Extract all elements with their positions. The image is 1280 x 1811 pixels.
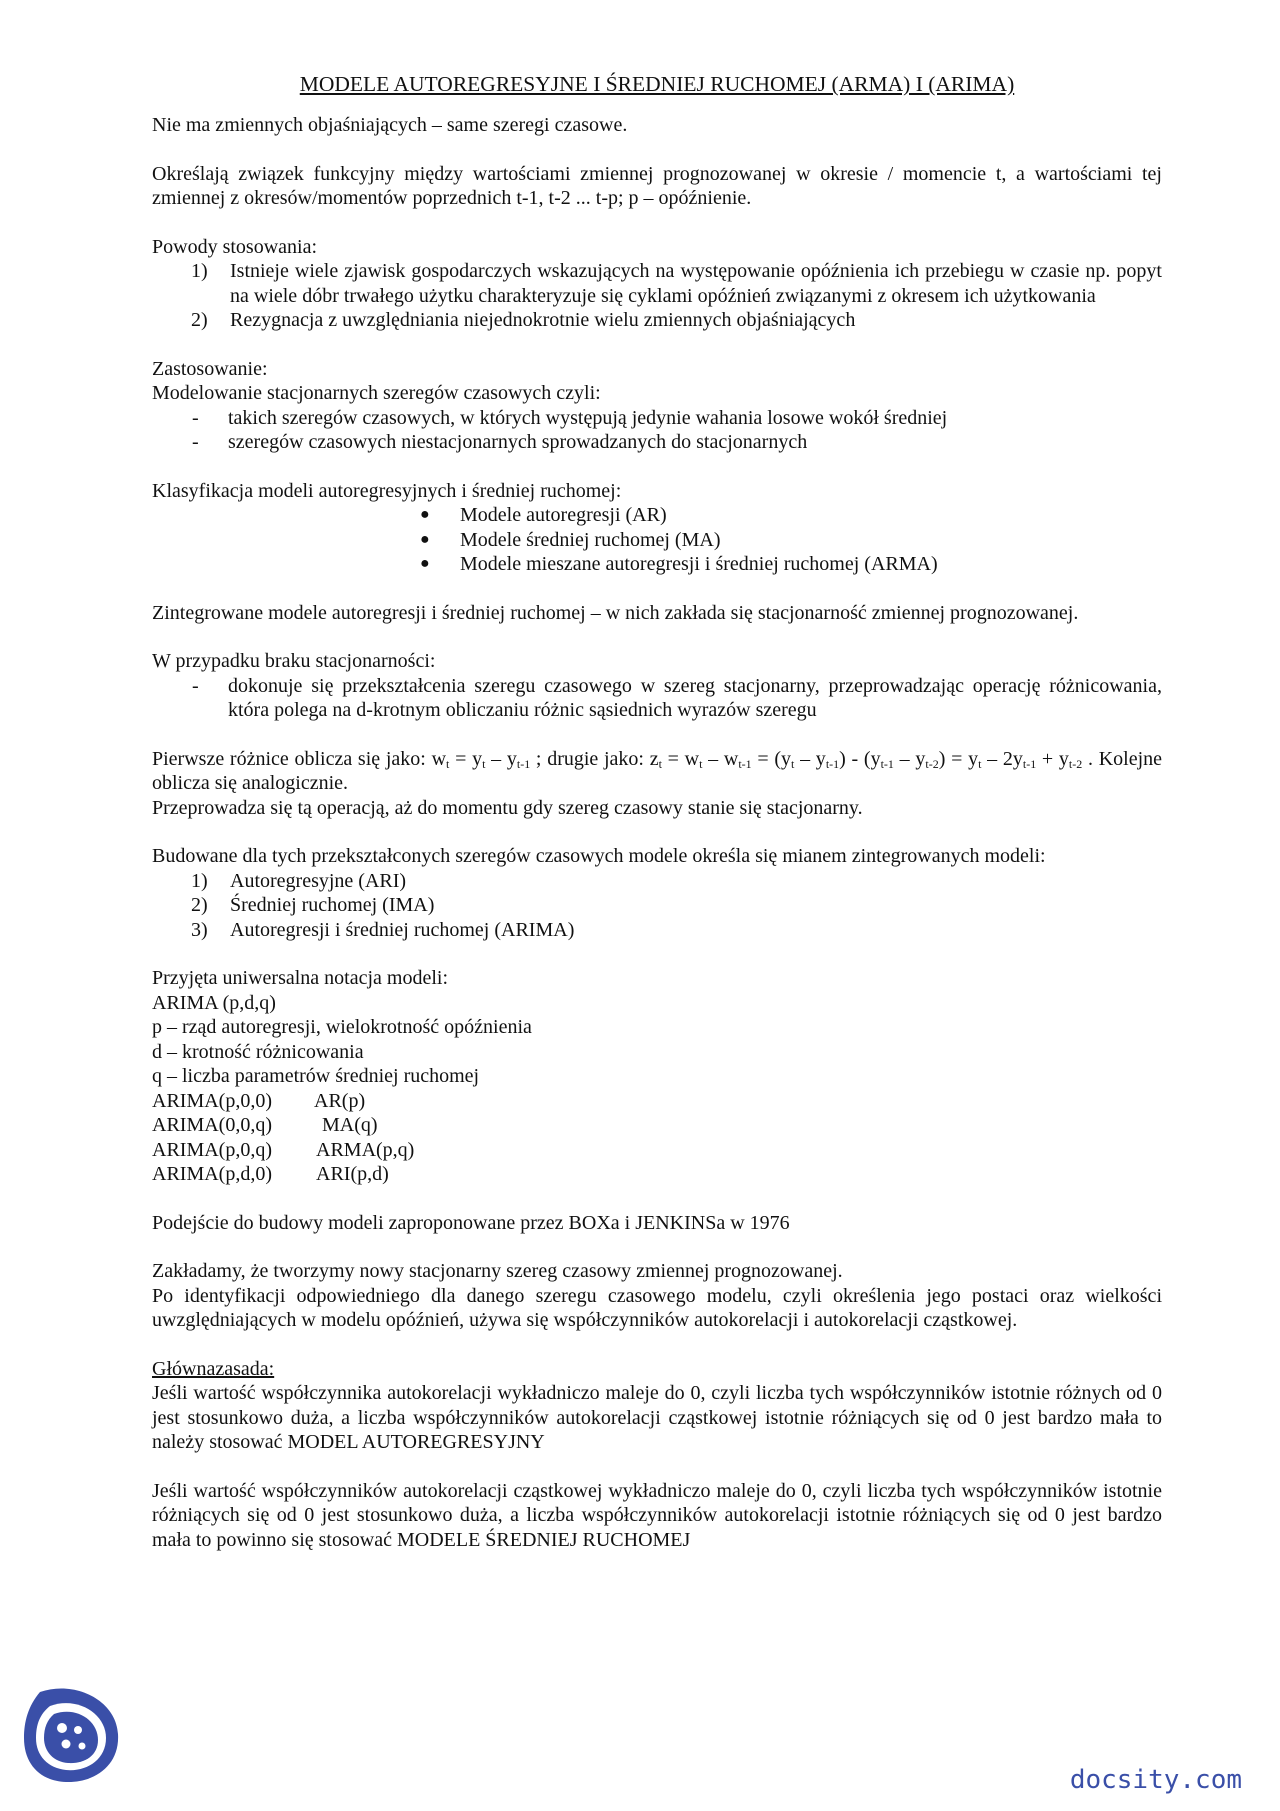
- rule-heading: Głównazasada:: [152, 1357, 275, 1380]
- reasons-section: [152, 235, 1162, 333]
- docsity-logo-icon[interactable]: [20, 1684, 120, 1784]
- definition-text: Określają związek funkcyjny między wartościami zmiennej prognozowanej w okresie / momencie t, a wartościami tej zmiennej z okresów/momentów poprzednich t-1, t-2 ... t-p; p – opóźnienie.: [152, 162, 1162, 209]
- table-row: ARIMA(p,0,0) AR(p): [152, 1089, 366, 1112]
- list-item: ● Modele mieszane autoregresji i średniej ruchomej (ARMA): [420, 553, 938, 575]
- notation-formula: ARIMA (p,d,q): [152, 991, 276, 1014]
- page-title: MODELE AUTOREGRESYJNE I ŚREDNIEJ RUCHOMEJ (ARMA) I (ARIMA): [299, 72, 1015, 96]
- table-row: ARIMA(0,0,q) MA(q): [152, 1114, 378, 1136]
- identification-section: [152, 1259, 1162, 1333]
- list-item: ● Modele autoregresji (AR): [420, 504, 667, 526]
- notation-line: p – rząd autoregresji, wielokrotność opóźnienia: [152, 1016, 532, 1038]
- nonstationary-heading: W przypadku braku stacjonarności:: [152, 650, 436, 672]
- notation-table: [152, 1089, 1162, 1187]
- list-item: 1) Istnieje wiele zjawisk gospodarczych wskazujących na występowanie opóźnienia ich przebiegu w czasie np. popyt na wiele dóbr trwałego użytku charakteryzuje się cyklami opóźnień związanymi z okresem ich użytkowania: [191, 260, 1162, 307]
- notation-section: [152, 966, 1162, 1187]
- differences-formula: Pierwsze różnice oblicza się jako: $w_t = y_t - y_{t-1}$ ; drugie jako: $z_t = w_t - w_{t-1} = (y_t - y_{t-1}) - (y_{t-1} - y_{t-2}) = y_t - 2y_{t-1} + y_{t-2}$ . Kolejne oblicza się analogicznie.: [152, 747, 1163, 794]
- usage-heading: Zastosowanie:: [152, 357, 268, 380]
- list-item: 2) Rezygnacja z uwzględniania niejednokrotnie wielu zmiennych objaśniających: [191, 309, 856, 331]
- usage-subheading: Modelowanie stacjonarnych szeregów czasowych czyli:: [152, 382, 601, 404]
- classification-heading: Klasyfikacja modeli autoregresyjnych i średniej ruchomej:: [152, 479, 622, 502]
- notation-line: d – krotność różnicowania: [152, 1040, 364, 1063]
- built-section: [152, 844, 1162, 942]
- approach-text: Podejście do budowy modeli zaproponowane przez BOXa i JENKINSa w 1976: [152, 1211, 790, 1234]
- differences-after: Przeprowadza się tą operacją, aż do momentu gdy szereg czasowy stanie się stacjonarny.: [152, 796, 863, 819]
- rule-section: [152, 1357, 1162, 1553]
- list-item: 1) Autoregresyjne (ARI): [191, 869, 407, 892]
- list-item: ● Modele średniej ruchomej (MA): [420, 528, 721, 551]
- usage-section: [152, 357, 1162, 455]
- list-item: 3) Autoregresji i średniej ruchomej (ARIMA): [191, 918, 575, 941]
- reasons-heading: Powody stosowania:: [152, 235, 317, 258]
- notation-heading: Przyjęta uniwersalna notacja modeli:: [152, 967, 449, 989]
- intro-text: Nie ma zmiennych objaśniających – same szeregi czasowe.: [152, 114, 628, 136]
- table-row: ARIMA(p,0,q) ARMA(p,q): [152, 1138, 415, 1161]
- nonstationary-section: [152, 649, 1162, 723]
- notation-line: q – liczba parametrów średniej ruchomej: [152, 1065, 480, 1087]
- list-item: - dokonuje się przekształcenia szeregu czasowego w szereg stacjonarny, przeprowadzając operację różnicowania, która polega na d-krotnym obliczaniu różnic sąsiednich wyrazów szeregu: [192, 674, 1162, 721]
- list-item: 2) Średniej ruchomej (IMA): [191, 894, 435, 916]
- document-page: [152, 70, 1162, 1552]
- assume-text: Zakładamy, że tworzymy nowy stacjonarny szereg czasowy zmiennej prognozowanej.: [152, 1260, 843, 1282]
- integrated-text: Zintegrowane modele autoregresji i średniej ruchomej – w nich zakłada się stacjonarność zmiennej prognozowanej.: [152, 601, 1079, 624]
- classification-section: [152, 479, 1162, 577]
- table-row: ARIMA(p,d,0) ARI(p,d): [152, 1163, 389, 1185]
- rule-paragraph: Jeśli wartość współczynnika autokorelacji wykładniczo maleje do 0, czyli liczba tych współczynników istotnie różnych od 0 jest stosunkowo duża, a liczba współczynników autokorelacji cząstkowej istotnie różniących się od 0 jest bardzo mała to należy stosować MODEL AUTOREGRESYJNY: [152, 1382, 1162, 1453]
- docsity-brand[interactable]: docsity.com: [1069, 1765, 1242, 1795]
- built-heading: Budowane dla tych przekształconych szeregów czasowych modele określa się mianem zintegrowanych modeli:: [152, 845, 1046, 867]
- identification-text: Po identyfikacji odpowiedniego dla danego szeregu czasowego modelu, czyli określenia jego postaci oraz wielkości uwzględniających w modelu opóźnień, używa się współczynników autokorelacji i autokorelacji cząstkowej.: [152, 1284, 1162, 1331]
- list-item: - takich szeregów czasowych, w których występują jedynie wahania losowe wokół średniej: [192, 406, 948, 429]
- rule-paragraph: Jeśli wartość współczynników autokorelacji cząstkowej wykładniczo maleje do 0, czyli liczba tych współczynników istotnie różniących się od 0 jest stosunkowo duża, a liczba współczynników autokorelacji istotnie różniących się od 0 jest bardzo mała to powinno się stosować MODELE ŚREDNIEJ RUCHOMEJ: [152, 1479, 1162, 1551]
- list-item: - szeregów czasowych niestacjonarnych sprowadzanych do stacjonarnych: [192, 431, 808, 453]
- differences-section: [152, 747, 1162, 821]
